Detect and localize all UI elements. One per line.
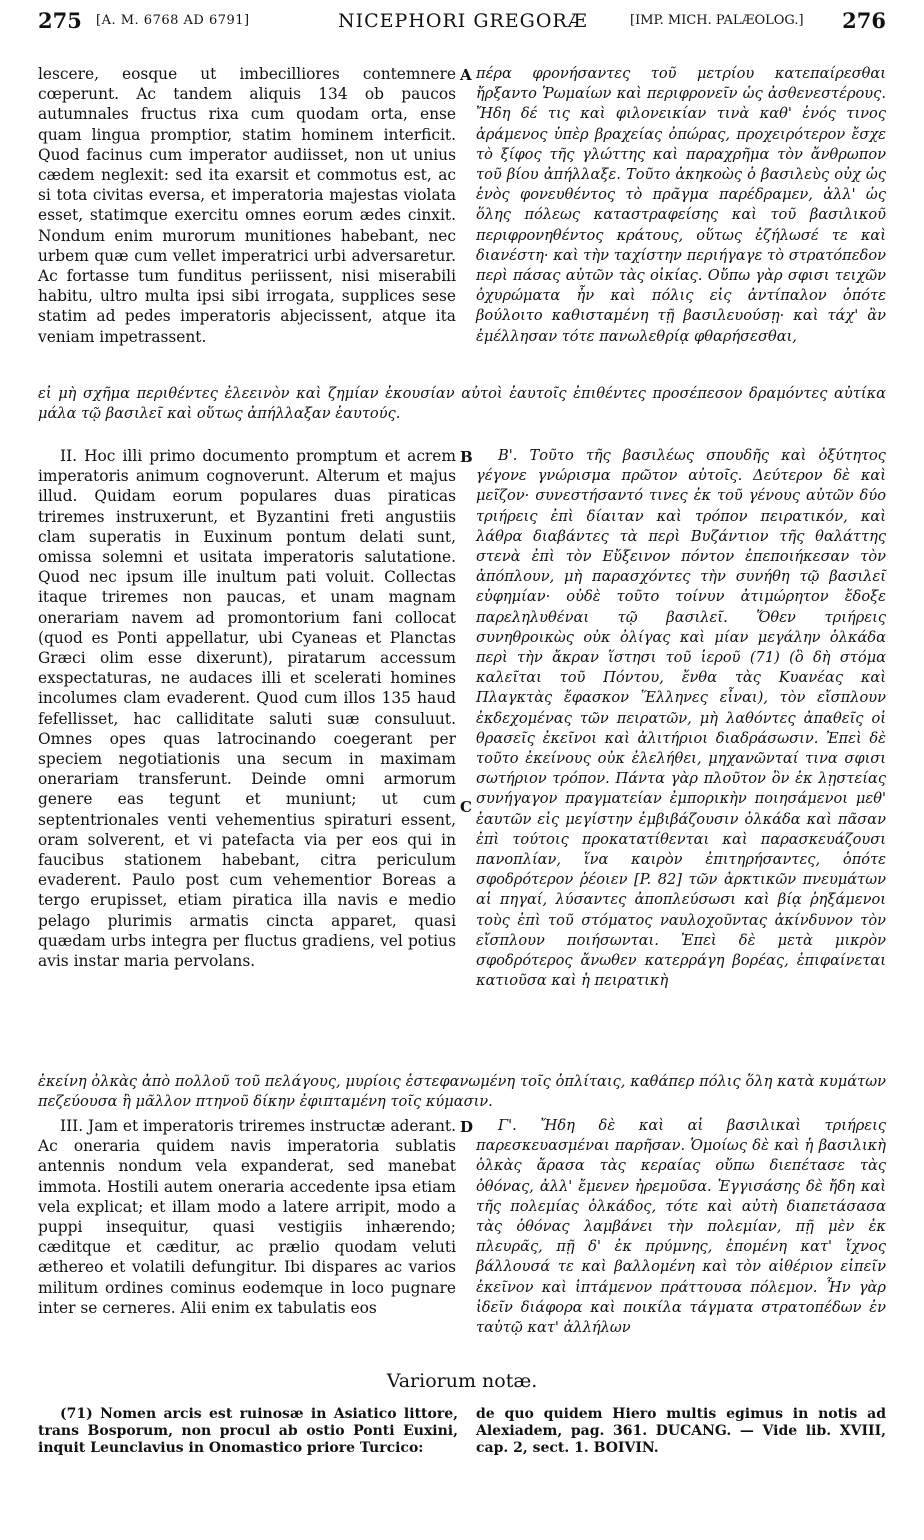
notes-heading: Variorum notæ.	[386, 1370, 538, 1392]
greek-fullwidth-1: εἰ μὴ σχῆμα περιθέντες ἐλεεινὸν καὶ ζημίαν ἑκουσίαν αὐτοὶ ἑαυτοῖς ἐπιθέντες προσέπεσον δραμόντες αὐτίκα μάλα τῷ βασιλεῖ καὶ οὕτως ἀπήλλαξαν ἑαυτούς.	[38, 385, 886, 423]
running-header	[38, 8, 886, 38]
right-emperor-reference: [IMP. MICH. PALÆOLOG.]	[630, 13, 804, 28]
footnote-71-text: (71) Nomen arcis est ruinosæ in Asiatico littore, trans Bosporum, non procul ab ostio Ponti Euxini, inquit Leunclavius in Onomastico priore Turcico:	[38, 1406, 458, 1456]
left-page-number: 275	[38, 8, 82, 33]
greek-fullwidth-2: ἐκείνη ὁλκὰς ἀπὸ πολλοῦ τοῦ πελάγους, μυρίοις ἐστεφανωμένη τοῖς ὁπλίταις, καθάπερ πόλις ὅλη κατὰ κυμάτων πεζεύουσα ἢ μᾶλλον πτηνοῦ δίκην ἐφιπταμένη τοῖς κύμασιν.	[38, 1073, 886, 1111]
latin-paragraph-2: II. Hoc illi primo documento promptum et acrem imperatoris animum cognoverunt. Alterum et majus illud. Quidam eorum populares duas piraticas triremes instruxerunt, et Byzantini freti angustiis clam superatis in Euxinum pontum delati sunt, omissa solemni et usitata imperatoris salutatione. Quod nec ipsum ille inultum pati voluit. Collectas itaque triremes non paucas, et unam magnam onerariam navem ad promontorium fani collocat (quod es Ponti appellatur, ubi Cyaneas et Planctas Græci olim esse dixerunt), piratarum accessum exspectaturas, ne audaces illi et scelerati homines incolumes clam evaderent. Quod cum illos 135 haud fefellisset, hac calliditate saluti suæ consuluut. Omnes opes quas latrocinando coegerant per speciem negotiationis una secum in maximam onerariam transferunt. Deinde omni armorum genere eas tegunt et muniunt; ut cum septentrionales venti vehementius spiraturi essent, oram solverent, et vi patefacta via per eos qui in faucibus stationem habebant, citra periculum evaderent. Paulo post cum vehementior Boreas a tergo erupisset, etiam piratica illa navis e medio pelago plurimis armatis cincta apparet, quasi quædam urbs integra per fluctus gradiens, vel potius avis instar maria pervolans.	[38, 447, 456, 971]
greek-paragraph-3: Γ'. Ἤδη δὲ καὶ αἱ βασιλικαὶ τριήρεις παρεσκευασμέναι παρῆσαν. Ὁμοίως δὲ καὶ ἡ βασιλικὴ ὁλκὰς ἄρασα τὰς κεραίας οὔπω διεπέτασε τὰς ὀθόνας, ἀλλ' ἔμενεν ἠρεμοῦσα. Ἐγγισάσης δὲ ἤδη καὶ τῆς πολεμίας ὁλκάδος, τότε καὶ αὐτὴ διαπετάσασα τὰς ὀθόνας λαμβάνει τὴν πολεμίαν, πῇ μὲν ἐκ πλευρᾶς, πῇ δ' ἐκ πρύμνης, ἑπομένη κατ' ἴχνος βάλλουσά τε καὶ βαλλομένη καὶ τὸν αἰθέριον εἰπεῖν ἐκεῖνον καὶ ἱπτάμενον πράττουσα πόλεμον. Ἦν γὰρ ἰδεῖν διάφορα καὶ ποικίλα τάγματα στρατοπέδων ἐν ταὐτῷ κατ' ἀλλήλων	[476, 1117, 886, 1337]
margin-letter-b: B	[460, 448, 473, 466]
footnote-right	[476, 1406, 886, 1457]
greek-paragraph-1: πέρα φρονήσαντες τοῦ μετρίου κατεπαίρεσθαι ἤρξαντο Ῥωμαίων καὶ περιφρονεῖν ὡς ἀσθενεστέρους. Ἤδη δέ τις καὶ φιλονεικίαν τινὰ καθ' ἑνός τινος ἀράμενος ὑπὲρ βραχείας ὀπώρας, προχειρότερον ἔσχε τὸ ξίφος τῆς γλώττης καὶ παραχρῆμα τὸν ἄνθρωπον τοῦ βίου ἀπήλλαξε. Τοῦτο ἀκηκοὼς ὁ βασιλεὺς οὐχ ὡς ἑνὸς φονευθέντος τὸ πρᾶγμα παρέδραμεν, ἀλλ' ὡς ὅλης πόλεως καταστραφείσης καὶ τοῦ βασιλικοῦ περιφρονηθέντος κράτους, οὕτως ἐζήλωσέ τε καὶ διανέστη· καὶ τὴν ταχίστην περιήγαγε τὸ στρατόπεδον περὶ πάσας αὐτῶν τὰς οἰκίας. Οὔπω γὰρ σφισι τειχῶν ὀχυρώματα ἦν καὶ πόλις εἰς ἀντίπαλον ὁπότε βούλοιτο καθισταμένη τῇ βασιλευούσῃ· καὶ τάχ' ἂν ἐμέλλησαν τότε πανωλεθρίᾳ φθαρήσεσθαι,	[476, 65, 886, 345]
margin-letter-a: A	[460, 66, 472, 84]
margin-letter-d: D	[460, 1118, 474, 1136]
left-date-reference: [A. M. 6768 AD 6791]	[96, 13, 250, 28]
greek-column-section-2	[476, 446, 886, 991]
greek-paragraph-2: Β'. Τοῦτο τῆς βασιλέως σπουδῆς καὶ ὀξύτητος γέγονε γνώρισμα πρῶτον αὐτοῖς. Δεύτερον δὲ καὶ μεῖζον· συνεστήσαντό τινες ἐκ τοῦ γένους αὐτῶν δύο τριήρεις ἐπὶ δίαιταν καὶ τρόπον πειρατικόν, καὶ λάθρα διαβάντες τὰ περὶ Βυζάντιον τῆς θαλάττης στενὰ ἐπὶ τὸν Εὔξεινον πόντον ἐπεποιήκεσαν τὸν ἀπόπλουν, μὴ παρασχόντες τὴν συνήθη τῷ βασιλεῖ εὐφημίαν· οὐδὲ τοῦτο τοίνυν ἀτιμώρητον ἔδοξε παρεληλυθέναι τῷ βασιλεῖ. Ὅθεν τριήρεις συνηθροικὼς οὐκ ὀλίγας καὶ μίαν μεγάλην ὁλκάδα περὶ τὴν ἄκραν ἵστησι τοῦ ἱεροῦ (71) (ὃ δὴ στόμα καλεῖται τοῦ Πόντου, ἔνθα τὰς Κυανέας καὶ Πλαγκτὰς ἔφασκον Ἕλληνες εἶναι), τὸν εἴσπλουν ἐκδεχομένας τῶν πειρατῶν, μὴ λαθόντες ἀπαθεῖς οἱ θρασεῖς ἐκεῖνοι καὶ ἀλιτήριοι διαδράσωσιν. Ἐπεὶ δὲ τοῦτο ἐκείνους οὐκ ἐλελήθει, μηχανῶνταί τινα σφισι σωτήριον τρόπον. Πάντα γὰρ πλοῦτον ὃν ἐκ λῃστείας συνήγαγον πραγματείαν ἐμπορικὴν ποιησάμενοι μεθ' ἑαυτῶν εἰς μεγίστην ἐμβιβάζουσιν ὁλκάδα καὶ πᾶσαν ἐπὶ τούτοις προκατατίθενται καὶ παρασκευάζουσι πανοπλίαν, ἵνα καιρὸν ἐπιτηρήσαντες, ὁπότε σφοδρότερον ῥέοιεν [P. 82] τῶν ἀρκτικῶν πνευμάτων αἱ πηγαί, λύσαντες ἀποπλεύσωσι καὶ βίᾳ ῥηξάμενοι τοὺς ἐπὶ τοῦ στόματος ναυλοχοῦντας ἀκίνδυνον τὸν εἴσπλουν ποιήσωνται. Ἐπεὶ δὲ μετὰ μικρὸν σφοδρότερος ἄνωθεν κατερράγη βορέας, ἐπιφαίνεται κατιοῦσα καὶ ἡ πειρατικὴ	[476, 447, 886, 990]
greek-column-section-1	[476, 64, 886, 347]
latin-paragraph-1: lescere, eosque ut imbecilliores contemnere cœperunt. Ac tandem aliquis 134 ob paucos autumnales fructus rixa cum quodam orta, ense quam lingua promptior, statim hominem interficit. Quod facinus cum imperator audiisset, non ut unius cædem neglexit: sed ita exarsit et commotus est, ac si tota civitas eversa, et imperatoria majestas violata esset, statimque exercitu omnes eorum ædes cinxit. Nondum enim murorum munitiones habebant, nec urbem quæ cum vellet imperatrici urbi adversaretur. Ac fortasse tum funditus periissent, nisi miserabili habitu, ultro multa ipsi sibi irrogata, supplices sese statim ad pedes imperatoris abjecissent, atque ita veniam impetrassent.	[38, 65, 456, 346]
greek-column-section-3	[476, 1116, 886, 1338]
greek-fullwidth-line-2	[38, 1072, 886, 1112]
latin-paragraph-3: III. Jam et imperatoris triremes instructæ aderant. Ac oneraria quidem navis imperatoria sublatis antennis nondum vela expanderat, sed manebat immota. Hostili autem oneraria accedente ipsa etiam vela explicat; et illam modo a latere arripit, modo a puppi insequitur, quasi vestigiis inhærendo; cæditque et cæditur, ac prælio quodam veluti æthereo et volatili defungitur. Ibi dispares ac varios militum ordines cominus eodemque in loco pugnare inter se cerneres. Alii enim ex tabulatis eos	[38, 1117, 457, 1317]
margin-letter-c: C	[460, 798, 472, 816]
greek-fullwidth-line-1	[38, 384, 886, 424]
footnote-left	[38, 1406, 458, 1457]
latin-column-section-3	[38, 1116, 456, 1318]
running-title: NICEPHORI GREGORÆ	[338, 10, 588, 32]
latin-column-section-1	[38, 64, 456, 347]
latin-column-section-2	[38, 446, 456, 971]
right-page-number: 276	[842, 8, 886, 33]
footnote-71-continuation: de quo quidem Hiero multis egimus in notis ad Alexiadem, pag. 361. DUCANG. — Vide lib. XVIII, cap. 2, sect. 1. BOIVIN.	[476, 1406, 886, 1456]
